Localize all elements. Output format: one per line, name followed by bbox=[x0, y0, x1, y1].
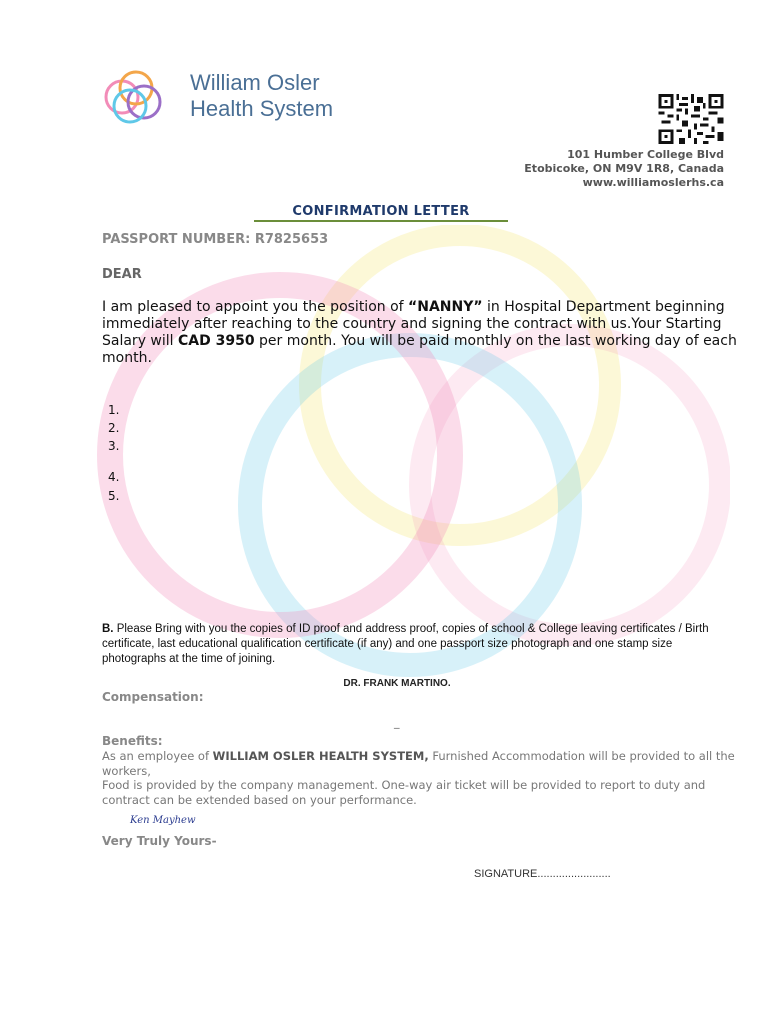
organization-address bbox=[524, 148, 724, 190]
address-city: Etobicoke, ON M9V 1R8, Canada bbox=[524, 162, 724, 175]
benefits-line-2: Food is provided by the company management. One-way air ticket will be provided to report to duty and contract can be extended based on your performance. bbox=[102, 778, 706, 807]
paragraph-b-label: B. bbox=[102, 623, 114, 635]
benefits-text bbox=[102, 749, 742, 807]
list-item: 3. bbox=[108, 439, 120, 453]
passport-number: PASSPORT NUMBER: R7825653 bbox=[102, 232, 329, 247]
qr-code-icon bbox=[658, 94, 724, 144]
body-text-2: in Hospital Department beginning immediately after reaching to the country and signing the contract with us.Your Starting Salary will bbox=[102, 299, 725, 349]
salary-amount: CAD 3950 bbox=[178, 333, 255, 349]
benefits-line-1 bbox=[102, 749, 742, 778]
benefits-company: WILLIAM OSLER HEALTH SYSTEM, bbox=[212, 749, 429, 763]
position-name: “NANNY” bbox=[408, 299, 483, 315]
salutation: DEAR bbox=[102, 267, 142, 282]
list-item: 2. bbox=[108, 421, 120, 435]
benefits-text-2: Furnished Accommodation will be provided to all the workers, bbox=[102, 749, 735, 778]
documents-paragraph bbox=[102, 622, 722, 667]
signature-line: SIGNATURE........................ bbox=[474, 868, 611, 880]
list-item: 1. bbox=[108, 403, 120, 417]
benefits-text-1: As an employee of bbox=[102, 749, 213, 763]
handwritten-signature: Ken Mayhew bbox=[130, 815, 196, 826]
list-item: 4. bbox=[108, 470, 120, 484]
organization-name-line2: Health System bbox=[190, 96, 334, 121]
paragraph-b-text: Please Bring with you the copies of ID proof and address proof, copies of school & College leaving certificates / Birth certificate, last educational qualification certificate (if any) and one passport size photograph and one stamp size photographs at the time of joining. bbox=[102, 623, 709, 665]
address-website: www.williamoslerhs.ca bbox=[582, 176, 724, 189]
body-text-1: I am pleased to appoint you the position of bbox=[102, 299, 409, 315]
organization-name-line1: William Osler bbox=[190, 70, 320, 95]
benefits-heading: Benefits: bbox=[102, 734, 163, 748]
appointment-paragraph bbox=[102, 299, 742, 367]
doctor-name: DR. FRANK MARTINO. bbox=[343, 678, 451, 689]
letter-title: CONFIRMATION LETTER bbox=[254, 204, 508, 222]
closing-line: Very Truly Yours- bbox=[102, 834, 217, 848]
body-text-3: per month. You will be paid monthly on the last working day of each month. bbox=[102, 333, 737, 366]
address-street: 101 Humber College Blvd bbox=[567, 148, 724, 161]
organization-name bbox=[190, 70, 333, 122]
list-item: 5. bbox=[108, 489, 120, 503]
compensation-dash: _ bbox=[394, 716, 400, 729]
compensation-heading: Compensation: bbox=[102, 690, 204, 704]
